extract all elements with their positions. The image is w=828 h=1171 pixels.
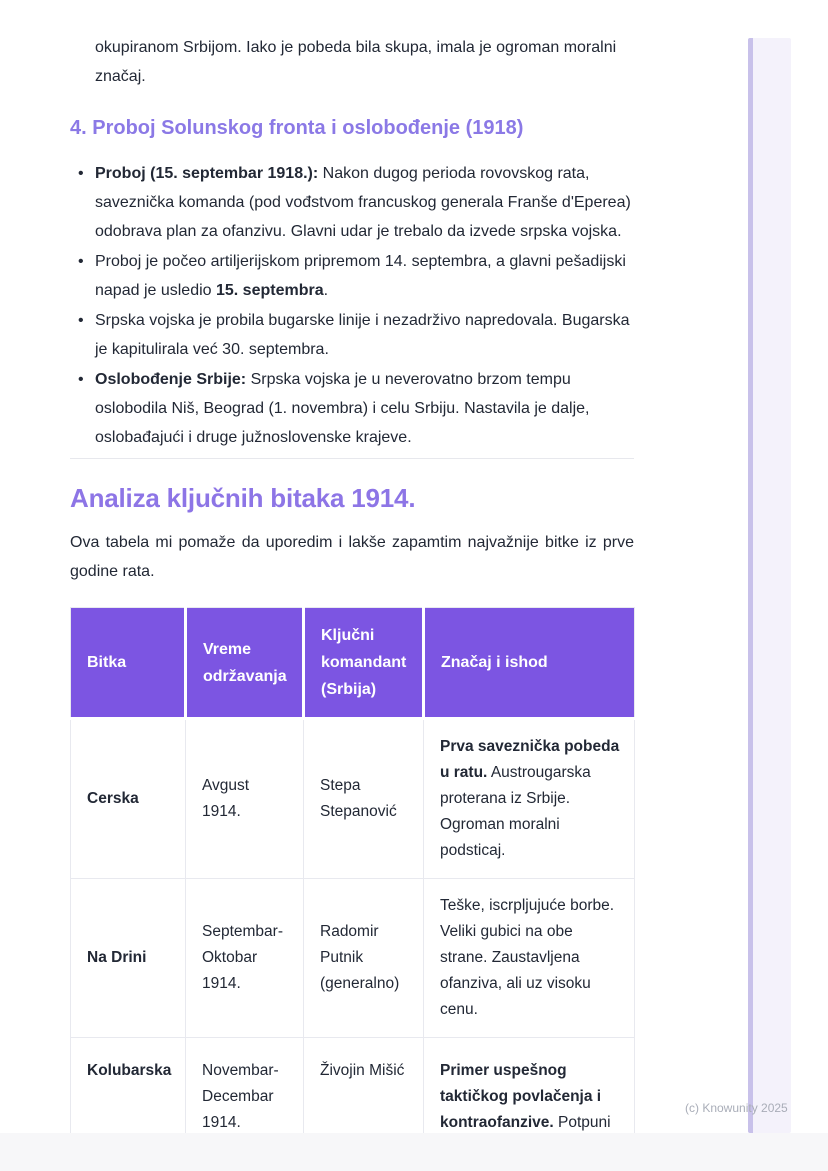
- battle-time-cell: Novembar-Decembar 1914.: [186, 1038, 304, 1134]
- bullet-text: Nakon dugog perioda rovovskog rata, saveznička komanda (pod vođstvom francuskog generala Franše d'Eperea) odobrava plan za ofanzivu. Glavni udar je trebalo da izvede srpska vojska.: [95, 165, 631, 240]
- analysis-heading: Analiza ključnih bitaka 1914.: [70, 483, 416, 513]
- header-cell-vreme: Vreme održavanja: [186, 608, 304, 719]
- bullet-bold-text: 15. septembra: [215, 282, 324, 299]
- battle-name-cell: Cerska: [71, 719, 186, 879]
- battle-name-cell: Kolubarska: [71, 1038, 186, 1134]
- battle-commander-cell: Stepa Stepanović: [304, 719, 424, 879]
- bullet-text: .: [323, 282, 329, 299]
- bullet-bold-text: Oslobođenje Srbije:: [95, 371, 247, 388]
- bullet-bold-text: Proboj (15. septembar 1918.):: [95, 165, 319, 182]
- table-row: [71, 719, 635, 879]
- table-row: [71, 879, 635, 1038]
- significance-text: Austrougarska proterana iz Srbije. Ogroman moralni podsticaj.: [440, 764, 591, 859]
- significance-bold-text: Prva saveznička pobeda u ratu.: [440, 738, 620, 781]
- list-item: [70, 159, 634, 246]
- section-bullet-list: [70, 159, 634, 453]
- significance-text: Potpuni: [553, 1114, 611, 1131]
- battle-commander-cell: Živojin Mišić: [304, 1038, 424, 1134]
- table-header-row: [71, 608, 635, 719]
- side-panel-strip: [753, 38, 791, 1133]
- page-gap: [0, 1133, 828, 1171]
- list-item: [70, 365, 634, 452]
- copyright-watermark: (c) Knowunity 2025: [685, 1101, 788, 1115]
- bullet-text: Proboj je počeo artiljerijskom pripremom 14. septembra, a glavni pešadijski napad je usledio: [95, 253, 626, 299]
- scrollbar-thumb[interactable]: [748, 38, 753, 1133]
- battle-significance-cell: [424, 1038, 635, 1134]
- significance-bold-text: Primer uspešnog taktičkog povlačenja i kontraofanzive.: [440, 1062, 602, 1131]
- table-row: [71, 1038, 635, 1134]
- bullet-text: Srpska vojska je u neverovatno brzom tempu oslobodila Niš, Beograd (1. novembra) i celu Srbiju. Nastavila je dalje, oslobađajući i druge južnoslovenske krajeve.: [95, 371, 590, 446]
- continuation-paragraph: okupiranom Srbijom. Iako je pobeda bila skupa, imala je ogroman moralni značaj.: [95, 39, 617, 85]
- battle-significance-cell: [424, 719, 635, 879]
- section-heading-proboj: 4. Proboj Solunskog fronta i oslobođenje (1918): [70, 117, 524, 139]
- battle-time-cell: Septembar-Oktobar 1914.: [186, 879, 304, 1038]
- analysis-intro-paragraph: Ova tabela mi pomaže da uporedim i lakše zapamtim najvažnije bitke iz prve godine rata.: [70, 534, 634, 580]
- list-item: [70, 306, 634, 364]
- section-divider: [70, 458, 634, 459]
- list-item: [70, 247, 634, 305]
- bullet-text: Srpska vojska je probila bugarske linije i nezadrživo napredovala. Bugarska je kapitulirala već 30. septembra.: [95, 312, 630, 358]
- battles-table: [70, 607, 635, 1133]
- battle-commander-cell: Radomir Putnik (generalno): [304, 879, 424, 1038]
- significance-text: Teške, iscrpljujuće borbe. Veliki gubici na obe strane. Zaustavljena ofanziva, ali uz visoku cenu.: [440, 897, 615, 1018]
- header-cell-bitka: Bitka: [71, 608, 186, 719]
- header-cell-znacaj: Značaj i ishod: [424, 608, 635, 719]
- battle-name-cell: Na Drini: [71, 879, 186, 1038]
- battle-significance-cell: [424, 879, 635, 1038]
- battle-time-cell: Avgust 1914.: [186, 719, 304, 879]
- header-cell-komandant: Ključni komandant (Srbija): [304, 608, 424, 719]
